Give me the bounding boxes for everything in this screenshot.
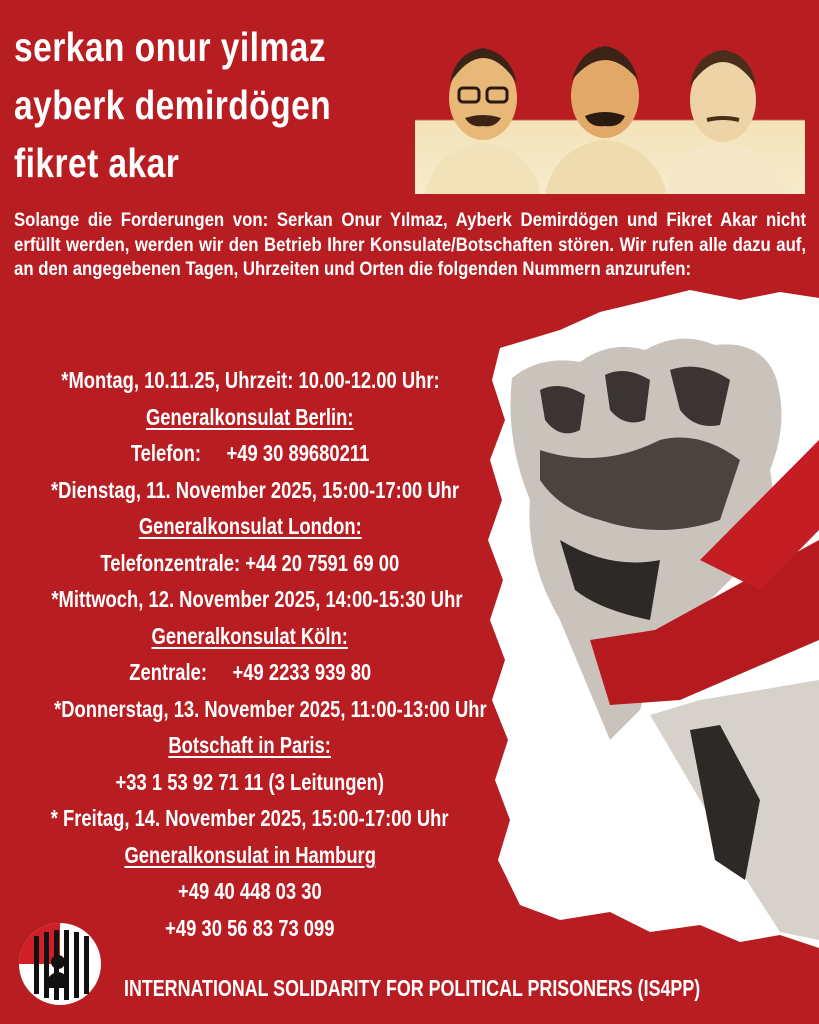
- schedule-place-1: Generalkonsulat Berlin:: [146, 403, 354, 430]
- schedule-place-5: Generalkonsulat in Hamburg: [124, 841, 376, 868]
- schedule-day-2: *Dienstag, 11. November 2025, 15:00-17:00 Uhr: [51, 476, 460, 503]
- name-serkan: serkan onur yilmaz: [14, 24, 326, 70]
- name-fikret: fikret akar: [14, 140, 180, 186]
- prisoner-portraits: [415, 28, 805, 194]
- schedule-phone-2: Telefonzentrale: +44 20 7591 69 00: [100, 549, 400, 576]
- schedule-place-4: Botschaft in Paris:: [168, 732, 332, 758]
- is4pp-logo: [18, 922, 102, 1006]
- prisoner-names-title: [14, 18, 342, 192]
- schedule-day-3: *Mittwoch, 12. November 2025, 14:00-15:30 Uhr: [51, 586, 463, 612]
- schedule-phone-1: Telefon: +49 30 89680211: [130, 440, 370, 466]
- intro-text: Solange die Forderungen von: Serkan Onur Yılmaz, Ayberk Demirdögen und Fikret Akar nicht erfüllt werden, werden wir den Betrieb Ihrer Konsulate/Botschaften stören. Wir rufen alle dazu auf, an den angegebenen Tagen, Uhrzeiten und Orten die folgenden Nummern anzurufen:: [14, 209, 807, 280]
- schedule-day-1: *Montag, 10.11.25, Uhrzeit: 10.00-12.00 Uhr:: [60, 367, 440, 393]
- name-ayberk: ayberk demirdögen: [14, 82, 332, 128]
- schedule-phone-4: +33 1 53 92 71 11 (3 Leitungen): [115, 768, 385, 795]
- schedule-place-2: Generalkonsulat London:: [138, 513, 362, 539]
- schedule-phone-3: Zentrale: +49 2233 939 80: [129, 659, 371, 685]
- schedule-phone-5a: +49 40 448 03 30: [178, 878, 322, 904]
- call-schedule: [0, 362, 500, 946]
- schedule-place-3: Generalkonsulat Köln:: [151, 622, 349, 649]
- schedule-phone-5b: +49 30 56 83 73 099: [165, 914, 335, 941]
- schedule-day-5: * Freitag, 14. November 2025, 15:00-17:00 Uhr: [51, 805, 449, 831]
- footer-organization: INTERNATIONAL SOLIDARITY FOR POLITICAL PRISONERS (IS4PP): [124, 975, 701, 1001]
- schedule-day-4: *Donnerstag, 13. November 2025, 11:00-13:00 Uhr: [54, 695, 487, 722]
